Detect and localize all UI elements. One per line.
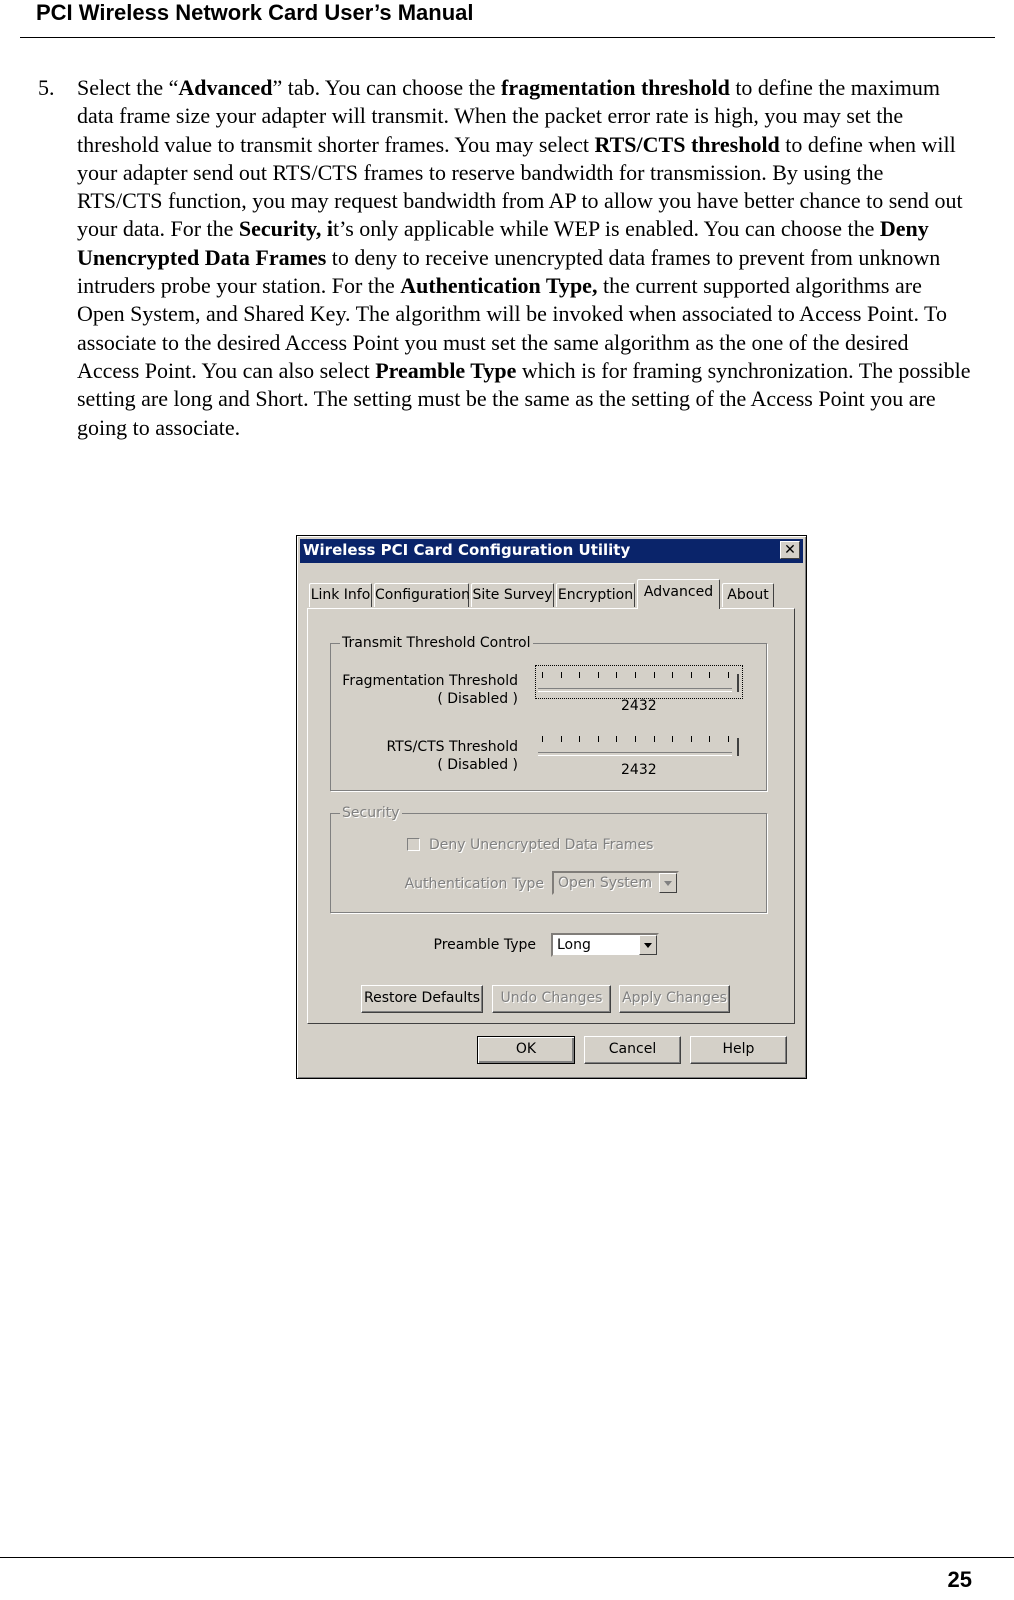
dialog-title: Wireless PCI Card Configuration Utility [303,541,631,559]
instruction-segment: RTS/CTS threshold [594,131,780,157]
preamble-select[interactable] [551,933,659,957]
fragmentation-status: ( Disabled ) [437,691,518,707]
tab-advanced[interactable]: Advanced [637,579,720,609]
slider-tick [709,736,710,742]
tab-configuration[interactable]: Configuration [374,583,469,607]
instruction-segment: fragmentation threshold [501,75,730,100]
instruction-segment: Advanced [178,75,273,100]
instruction-text [77,74,973,442]
slider-tick [635,736,636,742]
footer-rule [0,1557,1014,1558]
auth-type-value: Open System [558,875,653,891]
header-rule [20,37,995,38]
slider-tick [579,736,580,742]
instruction-paragraph [38,74,973,442]
instruction-segment: Deny Unencrypted Data Frames [77,216,929,270]
advanced-panel [307,608,795,1024]
undo-changes-button[interactable]: Undo Changes [492,985,611,1013]
close-icon: ✕ [784,542,796,558]
fragmentation-value: 2432 [621,698,657,714]
slider-tick [709,672,710,678]
apply-changes-button[interactable]: Apply Changes [619,985,730,1013]
slider-tick [635,672,636,678]
fragmentation-slider[interactable] [538,668,740,696]
instruction-segment: the current supported algorithms are Open System, and Shared Key. The algorithm will be invoked when associated to Access Point. To associate to the desired Access Point you must set the same algorithm as the one of the desired Access Point. You can also select [77,273,947,383]
tab-site-survey[interactable]: Site Survey [471,583,554,607]
slider-tick [728,672,729,678]
preamble-label: Preamble Type [433,937,536,953]
slider-tick [616,672,617,678]
dialog-titlebar[interactable] [300,539,803,563]
instruction-segment: Security, i [238,216,334,242]
instruction-segment: which is for framing synchronization. The possible setting are long and Short. The setting must be the same as the setting of the Access Point you are going to associate. [77,357,971,440]
transmit-threshold-legend: Transmit Threshold Control [342,635,531,651]
help-button[interactable]: Help [690,1036,787,1064]
rts-cts-label: RTS/CTS Threshold [386,739,518,755]
slider-tick [542,672,543,678]
close-button[interactable] [780,541,800,559]
slider-tick [728,736,729,742]
chevron-down-icon [639,935,657,955]
instruction-segment: ” tab. You can choose the [272,75,502,100]
security-legend: Security [342,805,400,821]
cancel-button[interactable]: Cancel [584,1036,681,1064]
slider-tick [561,672,562,678]
config-utility-dialog [296,535,807,1079]
tab-link-info[interactable]: Link Info [309,583,372,607]
ok-button[interactable]: OK [477,1036,575,1064]
instruction-segment: t’s only applicable while WEP is enabled. You can choose the [333,216,880,242]
deny-unencrypted-checkbox[interactable] [407,838,420,851]
slider-tick [598,736,599,742]
slider-tick [672,736,673,742]
chevron-down-icon [659,873,677,893]
slider-tick [691,672,692,678]
instruction-segment: to define when will your adapter send out RTS/CTS frames to reserve bandwidth for transmission. By using the RTS/CTS function, you may request bandwidth from AP to allow you have better chance to send out your data. For the [77,131,963,242]
slider-tick [561,736,562,742]
auth-type-label: Authentication Type [404,876,544,892]
tab-encryption[interactable]: Encryption [556,583,635,607]
page-number: 25 [947,1567,972,1592]
rts-cts-slider-thumb[interactable] [732,738,739,756]
slider-tick [542,736,543,742]
slider-tick [691,736,692,742]
fragmentation-slider-track [538,688,732,692]
transmit-threshold-group [330,635,767,791]
instruction-segment: to define the maximum data frame size your adapter will transmit. When the packet error rate is high, you may set the threshold value to transmit shorter frames. You may select [77,75,940,157]
slider-tick [579,672,580,678]
step-number: 5. [38,75,55,100]
slider-tick [616,736,617,742]
slider-tick [654,736,655,742]
slider-tick [598,672,599,678]
fragmentation-label: Fragmentation Threshold [342,673,518,689]
rts-cts-slider-track [538,752,732,756]
restore-defaults-button[interactable]: Restore Defaults [361,985,483,1013]
instruction-segment: Authentication Type, [400,273,598,299]
slider-tick [654,672,655,678]
instruction-segment: Select the “ [77,75,179,100]
preamble-value: Long [557,937,591,953]
slider-tick [672,672,673,678]
instruction-segment: to deny to receive unencrypted data frames to prevent from unknown intruders probe your station. For the [77,244,941,299]
rts-cts-slider[interactable] [538,732,740,760]
auth-type-select[interactable] [552,871,679,895]
tab-strip [309,579,789,609]
fragmentation-slider-thumb[interactable] [732,674,739,692]
tab-about[interactable]: About [722,583,774,607]
instruction-segment: Preamble Type [375,357,517,383]
deny-unencrypted-label: Deny Unencrypted Data Frames [429,837,654,853]
rts-cts-status: ( Disabled ) [437,757,518,773]
security-group [330,805,767,913]
rts-cts-value: 2432 [621,762,657,778]
page-header-title: PCI Wireless Network Card User’s Manual [36,0,474,25]
